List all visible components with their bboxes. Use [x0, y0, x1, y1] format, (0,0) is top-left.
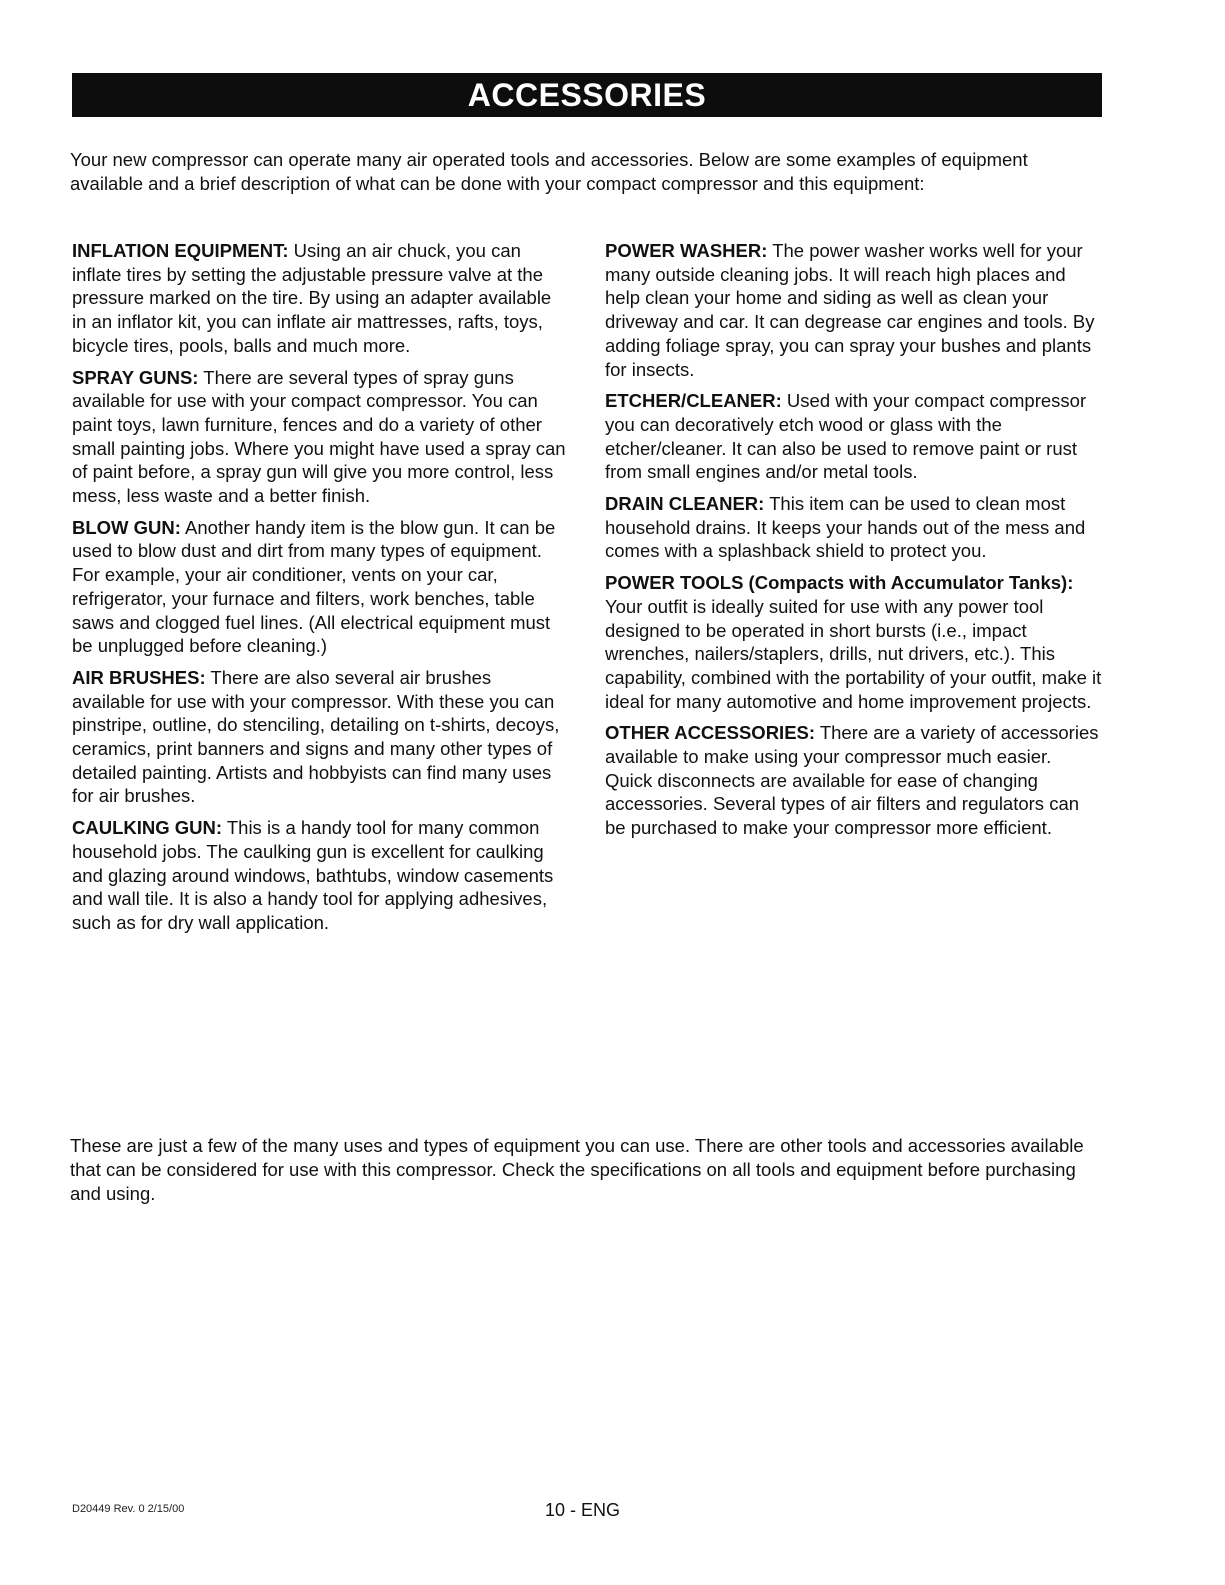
section-inflation-equipment — [72, 239, 568, 358]
section-text: Another handy item is the blow gun. It can be used to blow dust and dirt from many types of equipment. For example, your air conditioner, vents on your car, refrigerator, your furnace and filters, work benches, table saws and clogged fuel lines. (All electrical equipment must be unplugged before cleaning.) — [72, 516, 556, 657]
left-column — [72, 239, 568, 943]
section-heading: DRAIN CLEANER: — [605, 493, 765, 515]
right-column — [605, 239, 1103, 848]
section-heading: POWER TOOLS (Compacts with Accumulator Tanks): — [605, 572, 1074, 594]
section-heading: INFLATION EQUIPMENT: — [72, 240, 289, 261]
section-drain-cleaner — [605, 492, 1103, 563]
section-text: Used with your compact compressor you can decoratively etch wood or glass with the etcher/cleaner. It can also be used to remove paint or rust from small engines and/or metal tools. — [605, 390, 1087, 483]
section-caulking-gun — [72, 816, 568, 935]
section-text: Your outfit is ideally suited for use with any power tool designed to be operated in short bursts (i.e., impact wrenches, nailers/staplers, drills, nut drivers, etc.). This capability, combined with the portability of your outfit, make it ideal for many automotive and home improvement projects. — [605, 595, 1102, 712]
section-heading: BLOW GUN: — [72, 516, 181, 538]
section-text: This is a handy tool for many common household jobs. The caulking gun is excellent for caulking and glazing around windows, bathtubs, window casements and wall tile. It is also a handy tool for applying adhesives, such as for dry wall application. — [72, 817, 554, 933]
page-number: 10 - ENG — [545, 1500, 621, 1520]
section-heading: ETCHER/CLEANER: — [605, 390, 782, 412]
section-power-washer — [605, 239, 1103, 381]
section-blow-gun — [72, 516, 568, 658]
section-text: There are also several air brushes available for use with your compressor. With these you can pinstripe, outline, do stenciling, detailing on t-shirts, decoys, ceramics, print banners and signs and many other types of detailed painting. Artists and hobbyists can find many uses for air brushes. — [72, 666, 560, 807]
section-heading: SPRAY GUNS: — [72, 366, 199, 388]
section-power-tools — [605, 571, 1103, 713]
section-air-brushes — [72, 666, 568, 808]
section-heading: CAULKING GUN: — [72, 817, 223, 839]
section-etcher-cleaner — [605, 389, 1103, 484]
section-text: Using an air chuck, you can inflate tires by setting the adjustable pressure valve at the pressure marked on the tire. By using an adapter available in an inflator kit, you can inflate air mattresses, rafts, toys, bicycle tires, pools, balls and much more. — [72, 240, 552, 356]
intro-paragraph: Your new compressor can operate many air operated tools and accessories. Below are some examples of equipment available and a brief description of what can be done with your compact compressor and this equipment: — [70, 149, 1028, 194]
document-code: D20449 Rev. 0 2/15/00 — [72, 1503, 185, 1515]
section-heading: AIR BRUSHES: — [72, 666, 206, 688]
page-title: ACCESSORIES — [467, 76, 707, 113]
section-other-accessories — [605, 721, 1103, 840]
section-text: There are several types of spray guns available for use with your compact compressor. You can paint toys, lawn furniture, fences and do a variety of other small painting jobs. Where you might have used a spray can of paint before, a spray gun will give you more control, less mess, less waste and a better finish. — [72, 366, 566, 507]
section-heading: POWER WASHER: — [605, 240, 768, 261]
closing-paragraph: These are just a few of the many uses and types of equipment you can use. There are other tools and accessories available that can be considered for use with this compressor. Check the specifications on all tools and equipment before purchasing and using. — [70, 1135, 1084, 1204]
section-text: There are a variety of accessories available to make using your compressor much easier. Quick disconnects are available for ease of changing accessories. Several types of air filters and regulators can be purchased to make your compressor more efficient. — [605, 722, 1099, 839]
section-text: The power washer works well for your many outside cleaning jobs. It will reach high places and help clean your home and siding as well as clean your driveway and car. It can degrease car engines and tools. By adding foliage spray, you can spray your bushes and plants for insects. — [605, 240, 1095, 380]
title-bar — [72, 73, 1102, 117]
section-spray-guns — [72, 366, 568, 508]
section-text: This item can be used to clean most household drains. It keeps your hands out of the mess and comes with a splashback shield to protect you. — [605, 493, 1086, 562]
section-heading: OTHER ACCESSORIES: — [605, 722, 816, 744]
